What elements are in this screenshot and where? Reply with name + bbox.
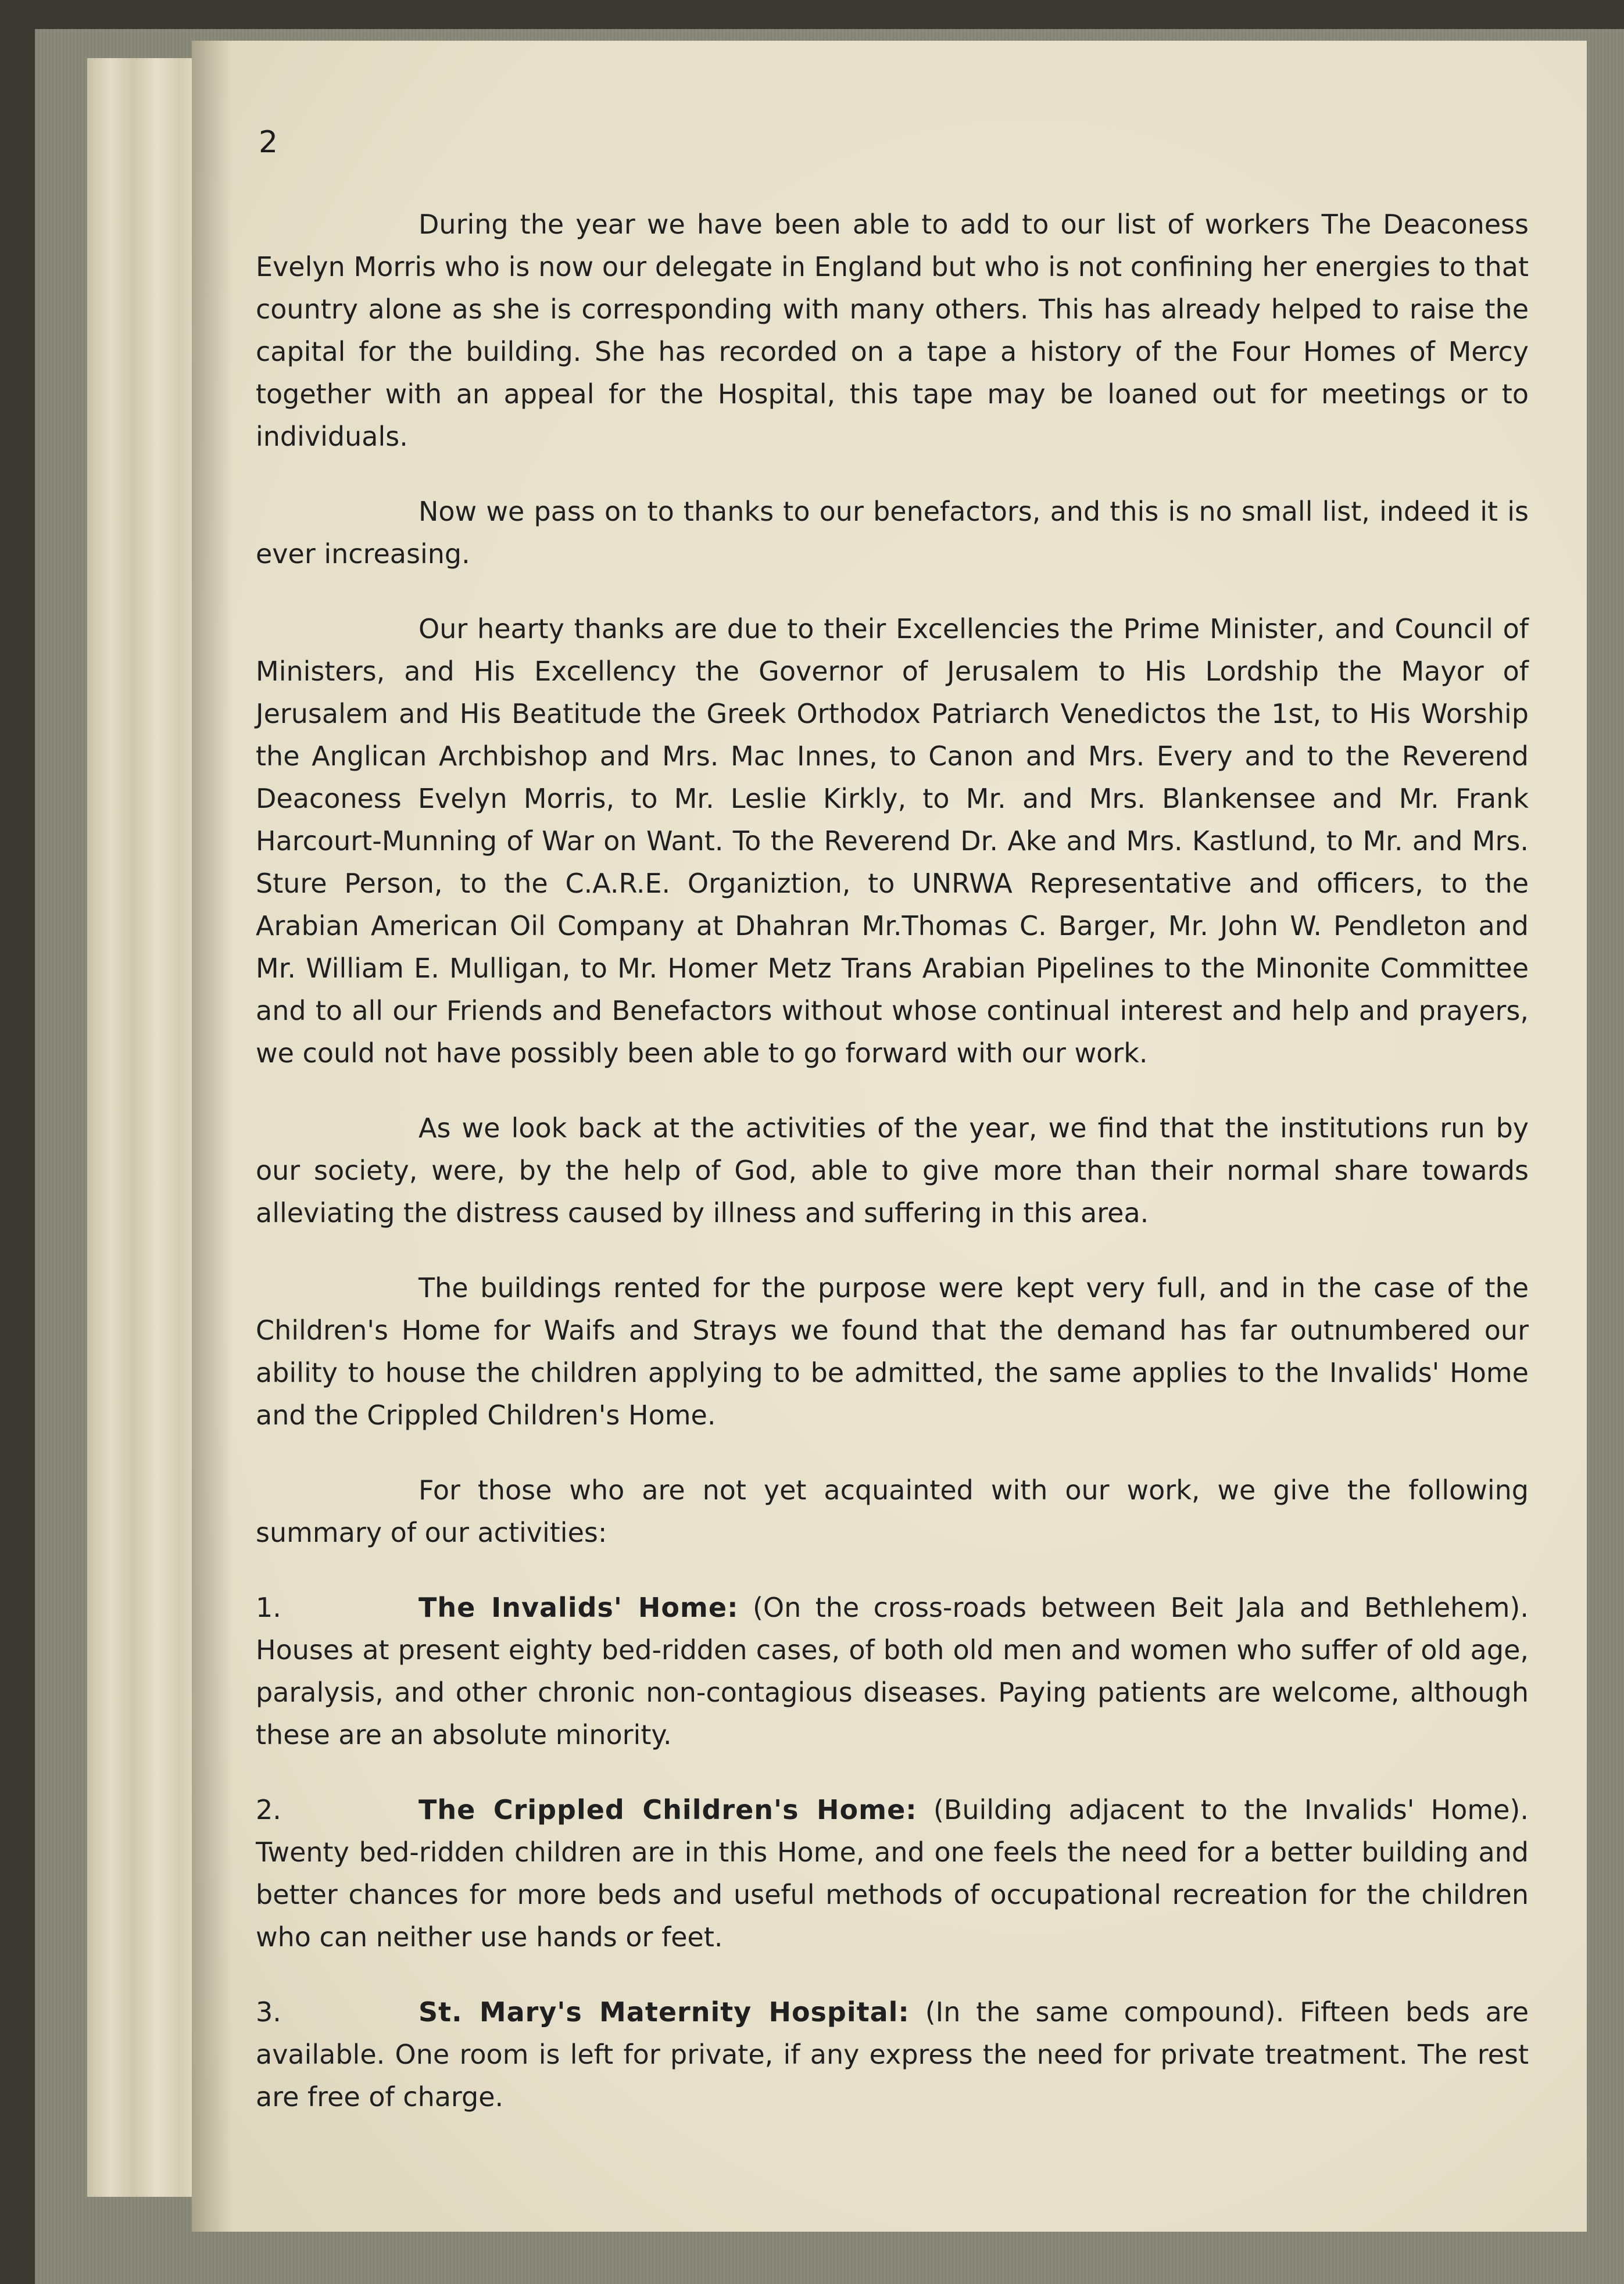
item-title: The Crippled Children's Home: xyxy=(418,1794,917,1825)
item-number: 2. xyxy=(256,1794,281,1825)
item-number: 1. xyxy=(256,1592,281,1623)
list-item xyxy=(256,1991,1529,2118)
page-body xyxy=(256,203,1529,2151)
item-text: (Building adjacent to the Invalids' Home). Twenty bed-ridden children are in this Home, and one feels the need for a better building and better chances for more beds and useful methods of occupational recreation for the children who can neither use hands or feet. xyxy=(256,1794,1529,1953)
list-item xyxy=(256,1789,1529,1959)
item-title: The Invalids' Home: xyxy=(418,1592,739,1623)
paragraph-thanks: Our hearty thanks are due to their Excellencies the Prime Minister, and Council of Ministers, and His Excellency the Governor of Jerusalem to His Lordship the Mayor of Jerusalem and His Beatitude the Greek Orthodox Patriarch Venedictos the 1st, to His Worship the Anglican Archbishop and Mrs. Mac Innes, to Canon and Mrs. Every and to the Reverend Deaconess Evelyn Morris, to Mr. Leslie Kirkly, to Mr. and Mrs. Blankensee and Mr. Frank Harcourt-Munning of War on Want. To the Reverend Dr. Ake and Mrs. Kastlund, to Mr. and Mrs. Sture Person, to the C.A.R.E. Organiztion, to UNRWA Representative and officers, to the Arabian American Oil Company at Dhahran Mr.Thomas C. Barger, Mr. John W. Pendleton and Mr. William E. Mulligan, to Mr. Homer Metz Trans Arabian Pipelines to the Minonite Committee and to all our Friends and Benefactors without whose continual interest and help and prayers, we could not have possibly been able to go forward with our work. xyxy=(256,613,1529,1069)
item-text: (In the same compound). Fifteen beds are available. One room is left for private, if any express the need for private treatment. The rest are free of charge. xyxy=(256,1996,1529,2113)
paragraph-buildings: The buildings rented for the purpose were kept very full, and in the case of the Children's Home for Waifs and Strays we found that the demand has far outnumbered our ability to house the children applying to be admitted, the same applies to the Invalids' Home and the Crippled Children's Home. xyxy=(256,1272,1529,1431)
paragraph-summary-intro: For those who are not yet acquainted with our work, we give the following summary of our activities: xyxy=(256,1474,1529,1548)
page-gutter-shadow xyxy=(192,41,232,2232)
paragraph-activities: As we look back at the activities of the year, we find that the institutions run by our society, were, by the help of God, able to give more than their normal share towards alleviating the distress caused by illness and suffering in this area. xyxy=(256,1112,1529,1229)
item-title: St. Mary's Maternity Hospital: xyxy=(418,1996,910,2028)
paragraph-benefactors-intro: Now we pass on to thanks to our benefactors, and this is no small list, indeed it is ever increasing. xyxy=(256,496,1529,570)
item-text: (On the cross-roads between Beit Jala and Bethlehem). Houses at present eighty bed-ridden cases, of both old men and women who suffer of old age, paralysis, and other chronic non-contagious diseases. Paying patients are welcome, although these are an absolute minority. xyxy=(256,1592,1529,1750)
list-item xyxy=(256,1587,1529,1756)
page-number: 2 xyxy=(259,125,278,160)
page-edges xyxy=(87,58,203,2197)
item-number: 3. xyxy=(256,1996,281,2028)
paragraph-new-workers: During the year we have been able to add to our list of workers The Deaconess Evelyn Morris who is now our delegate in England but who is not confining her energies to that country alone as she is corresponding with many others. This has already helped to raise the capital for the building. She has recorded on a tape a history of the Four Homes of Mercy together with an appeal for the Hospital, this tape may be loaned out for meetings or to individuals. xyxy=(256,209,1529,452)
